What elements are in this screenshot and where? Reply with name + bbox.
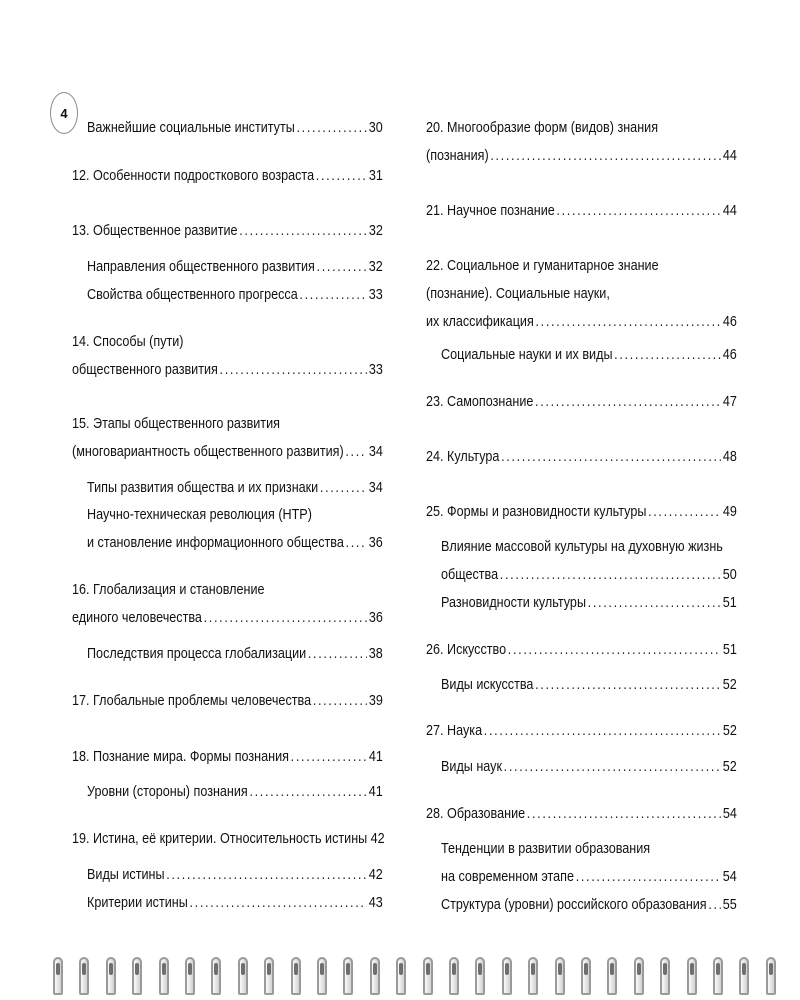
toc-entry-title: Структура (уровни) российского образования [441,896,707,913]
toc-entry-title: 13. Общественное развитие [72,222,238,239]
binding-ring [211,957,221,995]
toc-entry-title: Направления общественного развития [87,258,315,275]
toc-entry-title: Влияние массовой культуры на духовную жизнь [441,538,723,555]
dot-leader [576,863,721,891]
toc-entry-line [72,576,383,604]
dot-leader [291,743,368,771]
toc-entry[interactable] [426,197,737,225]
toc-entry-title: 22. Социальное и гуманитарное знание [426,257,659,274]
toc-page-number: 42 [368,866,383,883]
dot-leader [648,498,721,526]
dot-leader [249,778,367,806]
dot-leader [484,717,721,745]
binding-ring [713,957,723,995]
binding-ring [660,957,670,995]
toc-page-number: 50 [722,566,737,583]
dot-leader [316,162,367,190]
toc-entry-title: общественного развития [72,361,218,378]
toc-entry[interactable] [87,889,383,917]
binding-ring [766,957,776,995]
dot-leader [504,753,721,781]
toc-page-number: 55 [722,896,737,913]
toc-entry-title: Виды искусства [441,676,534,693]
binding-ring [238,957,248,995]
toc-entry-line [426,114,737,142]
dot-leader [535,308,721,336]
toc-entry[interactable] [72,356,383,384]
toc-entry-title: (познание). Социальные науки, [426,285,610,302]
toc-entry-title: общества [441,566,499,583]
dot-leader [299,281,367,309]
toc-entry-title: их классификация [426,313,534,330]
dot-leader [346,529,367,557]
binding-ring [555,957,565,995]
binding-ring [159,957,169,995]
toc-page-number: 42 [370,830,385,847]
toc-entry-line [72,410,383,438]
toc-page-number: 48 [722,448,737,465]
toc-entry-title: 26. Искусство [426,641,507,658]
toc-entry[interactable] [87,640,383,668]
toc-entry[interactable] [87,529,383,557]
toc-entry[interactable] [426,800,737,828]
toc-entry[interactable] [87,281,383,309]
toc-entry[interactable] [426,717,737,745]
toc-entry-title: Виды наук [441,758,502,775]
toc-entry-title: 25. Формы и разновидности культуры [426,503,647,520]
toc-entry[interactable] [441,753,737,781]
toc-page-number: 44 [722,202,737,219]
toc-page-number: 54 [722,868,737,885]
toc-entry-title: 27. Наука [426,722,483,739]
toc-entry[interactable] [426,308,737,336]
toc-entry-title: 20. Многообразие форм (видов) знания [426,119,659,136]
toc-entry[interactable] [87,253,383,281]
toc-entry-title: Свойства общественного прогресса [87,286,298,303]
toc-entry[interactable] [72,162,383,190]
toc-entry[interactable] [441,891,737,919]
binding-ring [581,957,591,995]
dot-leader [345,438,367,466]
toc-entry[interactable] [426,498,737,526]
dot-leader [189,889,367,917]
toc-entry-title: и становление информационного общества [87,534,344,551]
page-number-badge: 4 [50,92,78,134]
toc-entry-title: 14. Способы (пути) [72,333,184,350]
binding-ring [317,957,327,995]
toc-page-number: 32 [368,222,383,239]
toc-entry-title: Виды истины [87,866,165,883]
toc-page-number: 52 [722,722,737,739]
dot-leader [535,388,721,416]
toc-page-number: 41 [368,783,383,800]
toc-entry-title: Типы развития общества и их признаки [87,479,319,496]
toc-entry[interactable] [426,443,737,471]
toc-entry[interactable] [87,778,383,806]
toc-page-number: 34 [368,479,383,496]
dot-leader [501,443,721,471]
binding-ring [449,957,459,995]
toc-entry[interactable] [426,636,737,664]
toc-entry-title: на современном этапе [441,868,575,885]
toc-entry-line [87,501,383,529]
binding-ring [132,957,142,995]
dot-leader [166,861,367,889]
dot-leader [508,636,721,664]
toc-entry-title: 28. Образование [426,805,526,822]
toc-entry-line [72,328,383,356]
toc-entry-title: Социальные науки и их виды [441,346,613,363]
binding-ring [475,957,485,995]
binding-ring [53,957,63,995]
dot-leader [500,561,721,589]
binding-ring [370,957,380,995]
toc-entry[interactable] [87,474,383,502]
toc-entry-title: Последствия процесса глобализации [87,645,307,662]
toc-entry-line [426,280,737,308]
toc-page-number: 30 [368,119,383,136]
toc-entry-line [426,252,737,280]
toc-entry[interactable] [72,743,383,771]
dot-leader [320,474,367,502]
toc-entry[interactable] [426,388,737,416]
toc-entry-title: Критерии истины [87,894,188,911]
toc-entry[interactable] [426,142,737,170]
binding-ring [423,957,433,995]
toc-page-number: 46 [722,313,737,330]
toc-page-number: 43 [368,894,383,911]
toc-page-number: 39 [368,692,383,709]
toc-page-number: 41 [368,748,383,765]
toc-page-number: 51 [722,594,737,611]
toc-page-number: 33 [368,286,383,303]
toc-entry[interactable] [87,861,383,889]
toc-entry-title: 16. Глобализация и становление [72,581,265,598]
toc-entry-title: Важнейшие социальные институты [87,119,295,136]
binding-ring [79,957,89,995]
toc-entry-title: единого человечества [72,609,202,626]
toc-page-number: 54 [722,805,737,822]
toc-entry[interactable] [441,671,737,699]
toc-entry-title: (познания) [426,147,489,164]
binding-ring [687,957,697,995]
binding-ring [528,957,538,995]
toc-entry[interactable] [441,589,737,617]
toc-page-number: 52 [722,758,737,775]
dot-leader [490,142,721,170]
binding-ring [264,957,274,995]
toc-page-number: 44 [722,147,737,164]
dot-leader [588,589,721,617]
toc-entry[interactable] [72,687,383,715]
binding-ring [343,957,353,995]
toc-entry-title: 21. Научное познание [426,202,555,219]
toc-entry-title: 17. Глобальные проблемы человечества [72,692,312,709]
toc-entry[interactable] [441,341,737,369]
binding-ring [739,957,749,995]
toc-entry-title: 15. Этапы общественного развития [72,415,280,432]
binding-ring [396,957,406,995]
toc-page-number: 52 [722,676,737,693]
toc-page-number: 51 [722,641,737,658]
toc-entry-line [441,835,737,863]
dot-leader [708,891,721,919]
toc-page-number: 49 [722,503,737,520]
toc-entry-title: 12. Особенности подросткового возраста [72,167,315,184]
dot-leader [239,217,367,245]
dot-leader [220,356,368,384]
toc-entry-title: Уровни (стороны) познания [87,783,248,800]
toc-page-number: 36 [368,534,383,551]
toc-entry-title: Разновидности культуры [441,594,587,611]
dot-leader [614,341,721,369]
binding-ring [634,957,644,995]
toc-entry-line [441,533,737,561]
toc-entry-title: 18. Познание мира. Формы познания [72,748,289,765]
toc-page-number: 46 [722,346,737,363]
toc-page-number: 34 [368,443,383,460]
toc-page-number: 36 [368,609,383,626]
dot-leader [535,671,721,699]
toc-entry-title: Тенденции в развитии образования [441,840,651,857]
toc-entry[interactable] [72,825,383,853]
binding-ring [502,957,512,995]
toc-entry[interactable] [72,604,383,632]
toc-entry[interactable] [441,561,737,589]
toc-entry[interactable] [72,438,383,466]
binding-ring [106,957,116,995]
toc-entry[interactable] [441,863,737,891]
dot-leader [313,687,367,715]
toc-page-number: 32 [368,258,383,275]
binding-ring [185,957,195,995]
dot-leader [527,800,721,828]
dot-leader [317,253,367,281]
binding-ring [291,957,301,995]
toc-entry-title: 23. Самопознание [426,393,534,410]
toc-page-number: 33 [368,361,383,378]
toc-page-number: 38 [368,645,383,662]
toc-page-number: 47 [722,393,737,410]
toc-entry-title: 24. Культура [426,448,500,465]
toc-entry[interactable] [72,217,383,245]
toc-entry[interactable] [87,114,383,142]
dot-leader [556,197,721,225]
dot-leader [296,114,367,142]
dot-leader [308,640,367,668]
binding-ring [607,957,617,995]
toc-entry-title: Научно-техническая революция (НТР) [87,506,312,523]
toc-entry-title: (многовариантность общественного развития) [72,443,344,460]
dot-leader [204,604,368,632]
toc-page-number: 31 [368,167,383,184]
toc-entry-title: 19. Истина, её критерии. Относительность истины [72,830,368,847]
